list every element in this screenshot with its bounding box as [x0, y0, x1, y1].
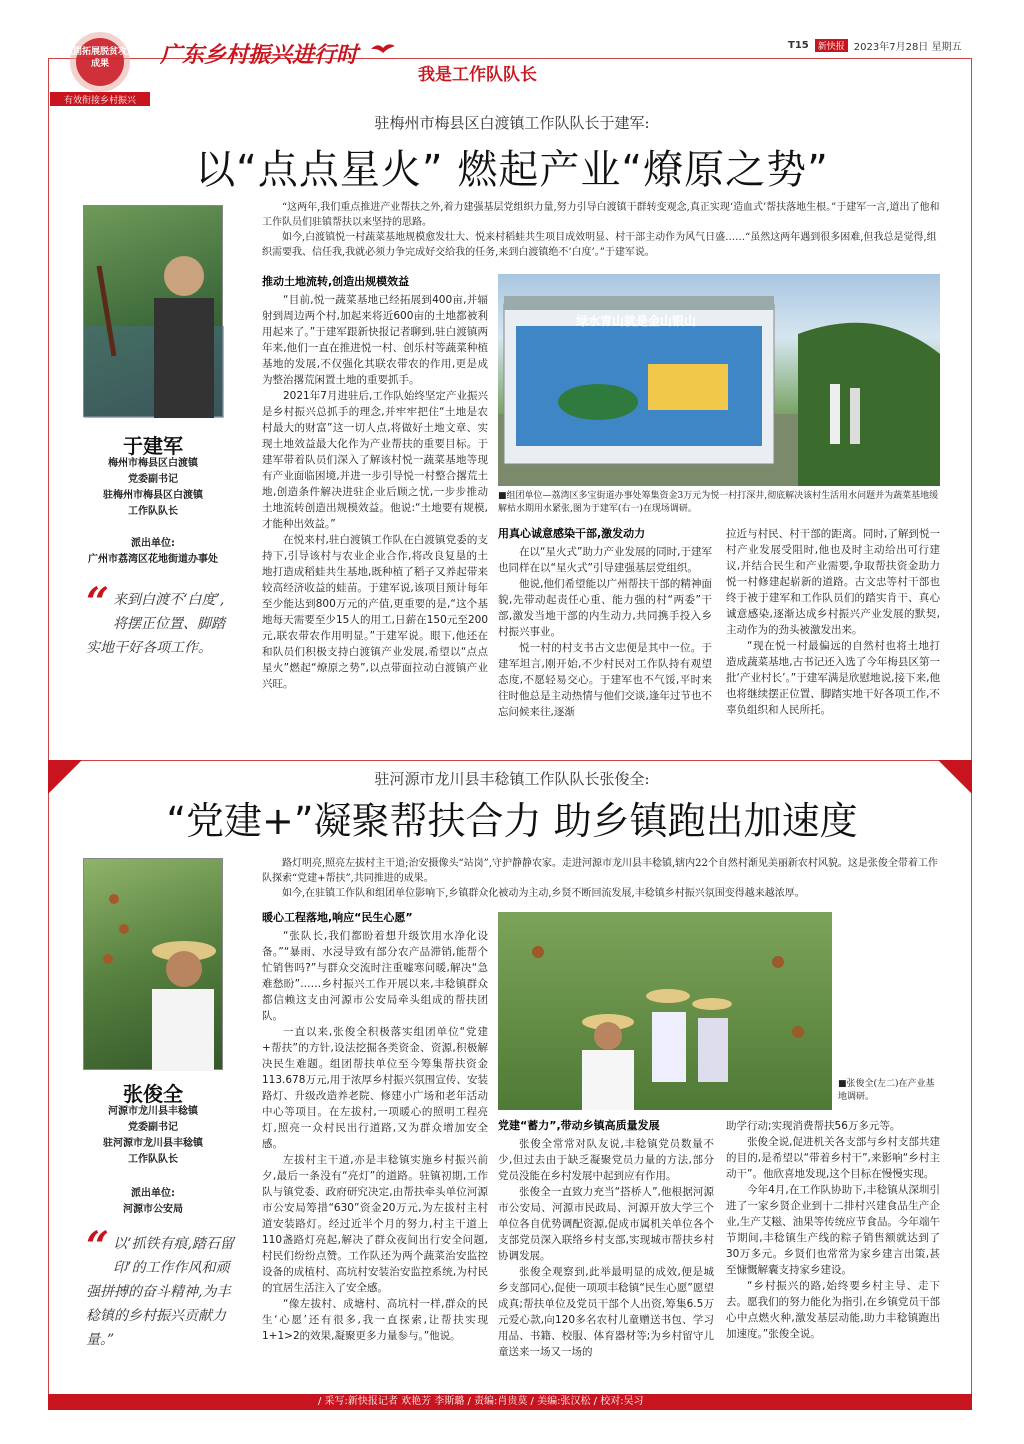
paragraph: “乡村振兴的路,始终要乡村主导、走下去。愿我们的努力能化为指引,在乡镇党员干部心中点燃火种,激发基层动能,助力丰稔镇跑出加速度。”张俊全说。 [726, 1280, 940, 1340]
paragraph: 张俊全说,促进机关各支部与乡村支部共建的目的,是希望以“带着乡村干”,来影响“乡村主动干”。他欣喜地发现,这个目标在慢慢实现。 [726, 1136, 940, 1180]
paragraph: 张俊全观察到,此举最明显的成效,便是城乡支部同心,促使一项项丰稔镇“民生心愿”愿望成真;帮扶单位及党员干部个人出资,筹集6.5万元爱心款,向120多名农村儿童赠送书包、学习用品、书籍、校服、体育器材等;为乡村留守儿童送来一场又一场的 [498, 1266, 714, 1358]
paragraph: “目前,悦一蔬菜基地已经拓展到400亩,并辐射到周边两个村,加起来将近600亩的土地都被利用起来了。”于建军跟新快报记者聊到,驻白渡镇两年来,他们一直在推进悦一村、创乐村等蔬菜种植基地的发展,不仅强化其联农带农的作用,更是成为整治撂荒闲置土地的重要抓手。 [262, 294, 488, 386]
quote-mark-icon: “ [86, 579, 110, 626]
story1-title-line: 梅州市梅县区白渡镇 [108, 458, 198, 469]
story2-title-line: 党委副书记 [128, 1122, 178, 1133]
paragraph: 在悦来村,驻白渡镇工作队在白渡镇党委的支持下,引导该村与农业企业合作,将改良复垦的土地打造成稻蛙共生基地,既种植了稻子又养起带来较高经济收益的蛙苗。于建军说,该项目预计每年至少能达到800万元的产值,更重要的是,“这个基地每天需要至少15人的用工,日薪在150元至200元,联农带农作用明显。”于建军说。眼下,他还在和队员们积极支持白渡镇产业发展,希望以“点点星火”燃起“燎原之势”,以点带面拉动白渡镇产业兴旺。 [262, 534, 488, 690]
logo-subtitle: 有效衔接乡村振兴 [63, 96, 136, 106]
story2-headline: “党建+”凝聚帮扶合力 助乡镇跑出加速度 [166, 799, 858, 843]
section-heading: 推动土地流转,创造出规模效益 [262, 275, 410, 288]
section-title: 我是工作队队长 [418, 65, 537, 85]
lead-paragraph: 如今,白渡镇悦一村蔬菜基地规模愈发壮大、悦来村稻蛙共生项目成效明显、村干部主动作为风气日盛……“虽然这两年遇到很多困难,但我总是觉得,组织需要我、信任我,我就必须力争完成好交给我的任务,来到白渡镇绝不‘白度’。”于建军说。 [262, 232, 937, 258]
sign-text: 绿水青山就是金山银山 [575, 314, 696, 328]
paragraph: 拉近与村民、村干部的距离。同时,了解到悦一村产业发展受阻时,他也及时主动给出可行建议,并结合民生和产业需要,争取帮扶资金助力悦一村修建起崭新的道路。古文忠等村干部也终于被于建军和工作队员们的踏实肯干、真心诚意感染,逐渐达成乡村振兴产业发展的默契,主动作为的劲头被激发出来。 [726, 528, 940, 636]
page-number: T15 [788, 40, 809, 51]
story2-lead [262, 856, 942, 901]
paragraph: 在以“星火式”助力产业发展的同时,于建军也同样在以“星火式”引导建强基层党组织。 [498, 546, 712, 574]
story2-caption: ■张俊全(左二)在产业基地调研。 [838, 1079, 935, 1102]
story1-dispatch-label: 派出单位: [131, 538, 175, 549]
credits-footer: / 采写:新快报记者 欢艳芳 李斯璐 / 责编:肖贵莫 / 美编:张汉松 / 校对:吴习 [48, 1394, 972, 1410]
section-heading: 用真心诚意感染干部,激发动力 [498, 527, 646, 540]
paragraph: 左拔村主干道,亦是丰稔镇实施乡村振兴前夕,最后一条没有“亮灯”的道路。驻镇初期,工作队与镇党委、政府研究决定,由帮扶牵头单位河源市公安局筹措“630”资金20万元,为左拔村主村道安装路灯。经过近半个月的努力,村主干道上110盏路灯亮起,解决了群众夜间出行安全问题,村民们纷纷点赞。工作队还为两个蔬菜治安监控设备的成植村、高坑村安装治安监控系统,为村民的宜居生活注入了安全感。 [262, 1154, 488, 1294]
story1-title-line: 驻梅州市梅县区白渡镇 [103, 490, 203, 501]
story2-quote-text: 以‘抓铁有痕,踏石留印’的工作作风和顽强拼搏的奋斗精神,为丰稔镇的乡村振兴贡献力量。” [86, 1236, 234, 1348]
story2-quote [86, 1223, 236, 1352]
story2-title-line: 驻河源市龙川县丰稔镇 [103, 1138, 203, 1149]
logo-text: 巩固拓展脱贫攻坚成果 [63, 47, 136, 69]
story-divider [48, 760, 972, 761]
story1-name: 于建军 [123, 434, 183, 458]
paragraph: 今年4月,在工作队协助下,丰稔镇从深圳引进了一家乡贤企业到十二排村兴建食品生产企业,生产艾糍、油果等传统应节食品。今年端午节期间,丰稔镇生产线的粽子销售额就达到了30万多元。乡贤们也常常为家乡建言出策,甚至慷慨解囊支持家乡建设。 [726, 1184, 940, 1276]
portrait-yu-jianjun [83, 205, 223, 417]
story2-dispatch: 河源市公安局 [123, 1204, 183, 1215]
paragraph: 2021年7月进驻后,工作队始终坚定产业振兴是乡村振兴总抓手的理念,并牢牢把住“土地是农村最大的财富”这一切人点,将做好土地文章、实现土地效益最大化作为产业帮扶的重要目标。于建军带着队员们深入了解该村悦一蔬菜基地等现有产业面临困境,并进一步引导悦一村整合撂荒土地,创造条件解决进驻企业后顾之忧,一步步推动土地流转创造出规模效益。他说:“土地要有规模,才能种出效益。” [262, 390, 488, 530]
story2-column2 [498, 1118, 714, 1388]
story1-column1 [262, 274, 488, 738]
lead-paragraph: 如今,在驻镇工作队和组团单位影响下,乡镇群众化被动为主动,乡贤不断回流发展,丰稔镇乡村振兴氛围变得越来越浓厚。 [282, 888, 805, 899]
paper-badge: 新快报 [815, 39, 848, 52]
paragraph: 他说,他们希望能以广州帮扶干部的精神面貌,先带动起责任心重、能力强的村“两委”干部,激发当地干部的内生动力,共同携手投入乡村振兴事业。 [498, 578, 712, 638]
story1-lead [262, 200, 942, 260]
story2-title-line: 工作队队长 [128, 1154, 178, 1165]
story1-title-line: 工作队队长 [128, 506, 178, 517]
story1-caption: ■组团单位—荔湾区多宝街道办事处筹集资金3万元为悦一村打深井,彻底解决该村生活用水问题并为蔬菜基地缓解枯水期用水紧张,图为于建军(右一)在现场调研。 [498, 491, 939, 514]
paragraph: 悦一村的村支书古文忠便是其中一位。于建军坦言,刚开始,不少村民对工作队持有观望态度,不愿轻易交心。于建军也不气馁,平时来往时他总是主动热情与他们交谈,逢年过节也不忘问候来往,逐渐 [498, 642, 712, 718]
story2-name: 张俊全 [123, 1082, 183, 1106]
paragraph: 张俊全一直致力充当“搭桥人”,他根据河源市公安局、河源市民政局、河源开放大学三个单位各自优势调配资源,促成市属机关单位各个支部党员深入联络乡村支部,实现城市帮扶乡村协调发展。 [498, 1186, 714, 1262]
lead-paragraph: “这两年,我们重点推进产业帮扶之外,着力建强基层党组织力量,努力引导白渡镇干群转变观念,真正实现‘造血式’帮扶落地生根。”于建军一言,道出了他和工作队员们驻镇帮扶以来坚持的思路。 [262, 202, 940, 228]
paragraph: 助学行动;实现消费帮扶56万多元等。 [726, 1120, 901, 1132]
story1-quote-text: 来到白渡不‘白度’,将摆正位置、脚踏实地干好各项工作。 [86, 592, 226, 656]
story1-photo [498, 274, 940, 486]
story2-dispatch-label: 派出单位: [131, 1188, 175, 1199]
campaign-slogan: 广东乡村振兴进行时 [160, 42, 359, 68]
story1-titles [83, 456, 223, 520]
section-heading: 党建“蓄力”,带动乡镇高质量发展 [498, 1119, 660, 1132]
story1-column3 [726, 526, 940, 738]
story1-column2 [498, 526, 712, 738]
lead-paragraph: 路灯明亮,照亮左拔村主干道;治安摄像头“站岗”,守护静静农家。走进河源市龙川县丰稔镇,辖内22个自然村渐见美丽新农村风貌。这是张俊全带着工作队探索“党建+帮扶”,共同推进的成果。 [262, 858, 938, 884]
section-heading: 暖心工程落地,响应“民生心愿” [262, 911, 413, 924]
bird-icon [370, 40, 396, 60]
story1-dispatch: 广州市荔湾区花地街道办事处 [88, 554, 218, 565]
story1-subtitle: 驻梅州市梅县区白渡镇工作队队长于建军: [374, 114, 650, 132]
story2-title-line: 河源市龙川县丰稔镇 [108, 1106, 198, 1117]
paragraph: 张俊全常常对队友说,丰稔镇党员数量不少,但过去由于缺乏凝聚党员力量的方法,部分党员没能在乡村发展中起到应有作用。 [498, 1138, 714, 1182]
page-info [788, 38, 961, 53]
story2-photo [498, 912, 832, 1110]
issue-date: 2023年7月28日 星期五 [853, 42, 962, 53]
paragraph: “现在悦一村最偏远的自然村也将土地打造成蔬菜基地,古书记还入选了今年梅县区第一批‘产业村长’。”于建军满是欣慰地说,接下来,他也将继续摆正位置、脚踏实地干好各项工作,不辜负组织和人民所托。 [726, 640, 940, 716]
portrait-zhang-junquan [83, 858, 223, 1070]
story2-column1 [262, 910, 488, 1388]
quote-mark-icon: “ [86, 1223, 110, 1270]
story2-subtitle: 驻河源市龙川县丰稔镇工作队队长张俊全: [374, 770, 650, 788]
paragraph: “像左拔村、成塘村、高坑村一样,群众的民生‘心愿’还有很多,我一直探索,让帮扶实现1+1>2的效果,凝聚更多力量参与。”他说。 [262, 1298, 488, 1342]
story2-column3 [726, 1118, 940, 1388]
story2-titles [83, 1104, 223, 1168]
paragraph: 一直以来,张俊全积极落实组团单位“党建+帮扶”的方针,设法挖掘各类资金、资源,积极解决民生难题。组团帮扶单位至今筹集帮扶资金113.678万元,用于浓厚乡村振兴氛围宣传、安装路灯、升级改造养老院、修建小广场和老年活动中心等项目。在左拔村,一项暖心的照明工程亮灯,照亮一众村民出行道路,又为群众增加安全感。 [262, 1026, 488, 1150]
story1-quote [86, 579, 234, 660]
paragraph: “张队长,我们都盼着想升级饮用水净化设备。”“暴雨、水浸导致有部分农产品滞销,能帮个忙销售吗?”与群众交流时注重嘘寒问暖,解决“急难愁盼”……乡村振兴工作开展以来,丰稔镇群众都信赖这支由河源市公安局牵头组成的帮扶团队。 [262, 930, 488, 1022]
story1-title-line: 党委副书记 [128, 474, 178, 485]
story1-headline: 以“点点星火” 燃起产业“燎原之势” [195, 147, 829, 193]
